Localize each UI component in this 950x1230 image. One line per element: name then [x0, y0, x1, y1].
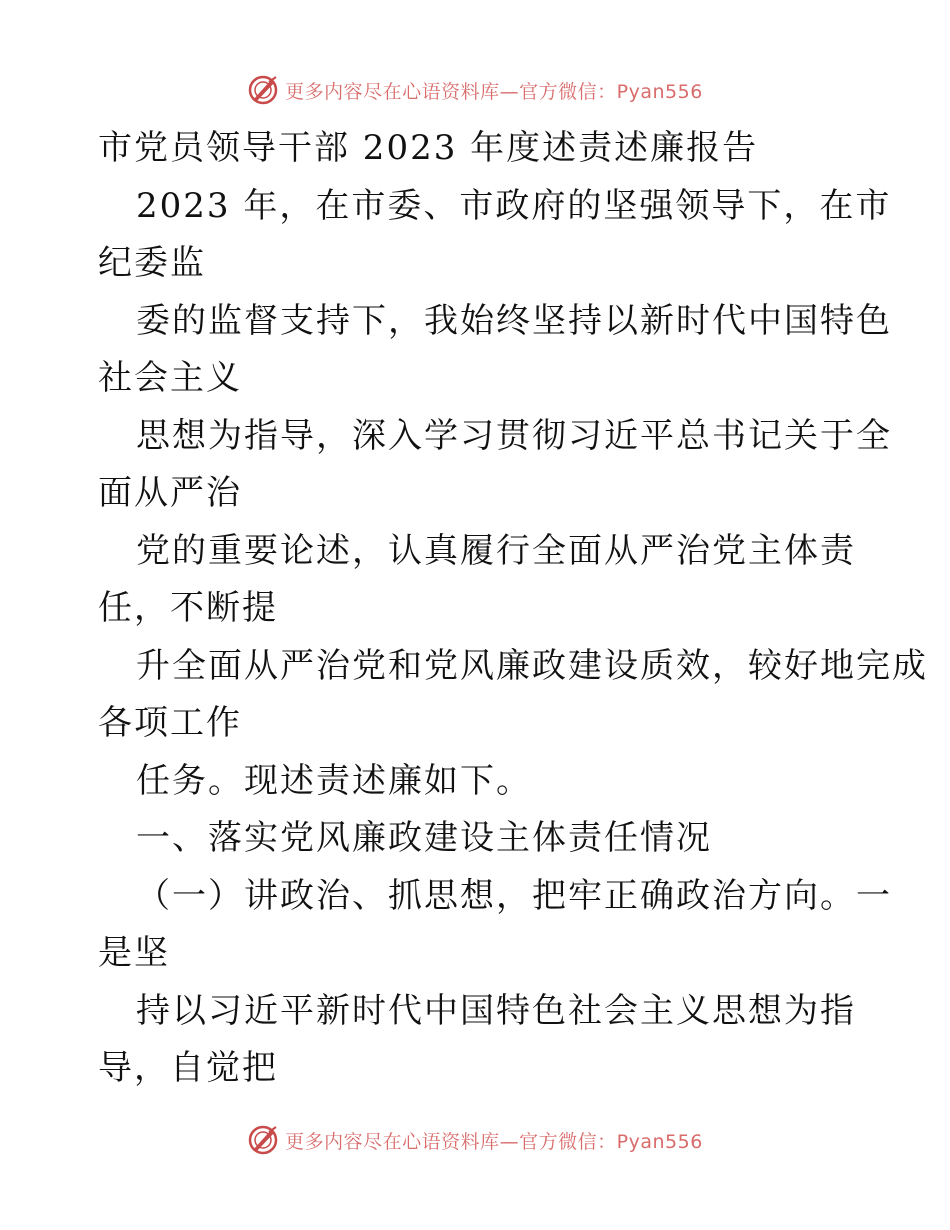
doc-line: 导，自觉把 [98, 1048, 278, 1088]
document-body [98, 120, 928, 1098]
doc-line: 任，不断提 [98, 588, 278, 628]
doc-line: 党的重要论述，认真履行全面从严治党主体责 [136, 530, 856, 571]
doc-line: 任务。现述责述廉如下。 [136, 760, 532, 801]
footer-banner [0, 1120, 950, 1160]
doc-line: 面从严治 [98, 473, 242, 513]
quill-logo-icon [247, 74, 279, 106]
doc-line: 思想为指导，深入学习贯彻习近平总书记关于全 [136, 415, 892, 456]
doc-line: 升全面从严治党和党风廉政建设质效，较好地完成 [136, 645, 928, 686]
doc-line: （一）讲政治、抓思想，把牢正确政治方向。一 [136, 875, 892, 916]
doc-line: 是坚 [98, 933, 170, 973]
doc-line: 纪委监 [98, 243, 206, 283]
doc-line: 委的监督支持下，我始终坚持以新时代中国特色 [136, 300, 892, 341]
doc-title: 市党员领导干部 2023 年度述责述廉报告 [98, 128, 759, 168]
doc-line: 各项工作 [98, 703, 242, 743]
doc-line: 社会主义 [98, 358, 242, 398]
banner-text: 更多内容尽在心语资料库—官方微信：Pyan556 [285, 80, 703, 103]
quill-logo-icon [247, 1124, 279, 1156]
banner-text: 更多内容尽在心语资料库—官方微信：Pyan556 [285, 1130, 703, 1153]
doc-line: 持以习近平新时代中国特色社会主义思想为指 [136, 990, 856, 1031]
doc-line: 2023 年，在市委、市政府的坚强领导下，在市 [136, 185, 892, 226]
header-banner [0, 70, 950, 110]
section-heading: 一、落实党风廉政建设主体责任情况 [136, 818, 712, 858]
